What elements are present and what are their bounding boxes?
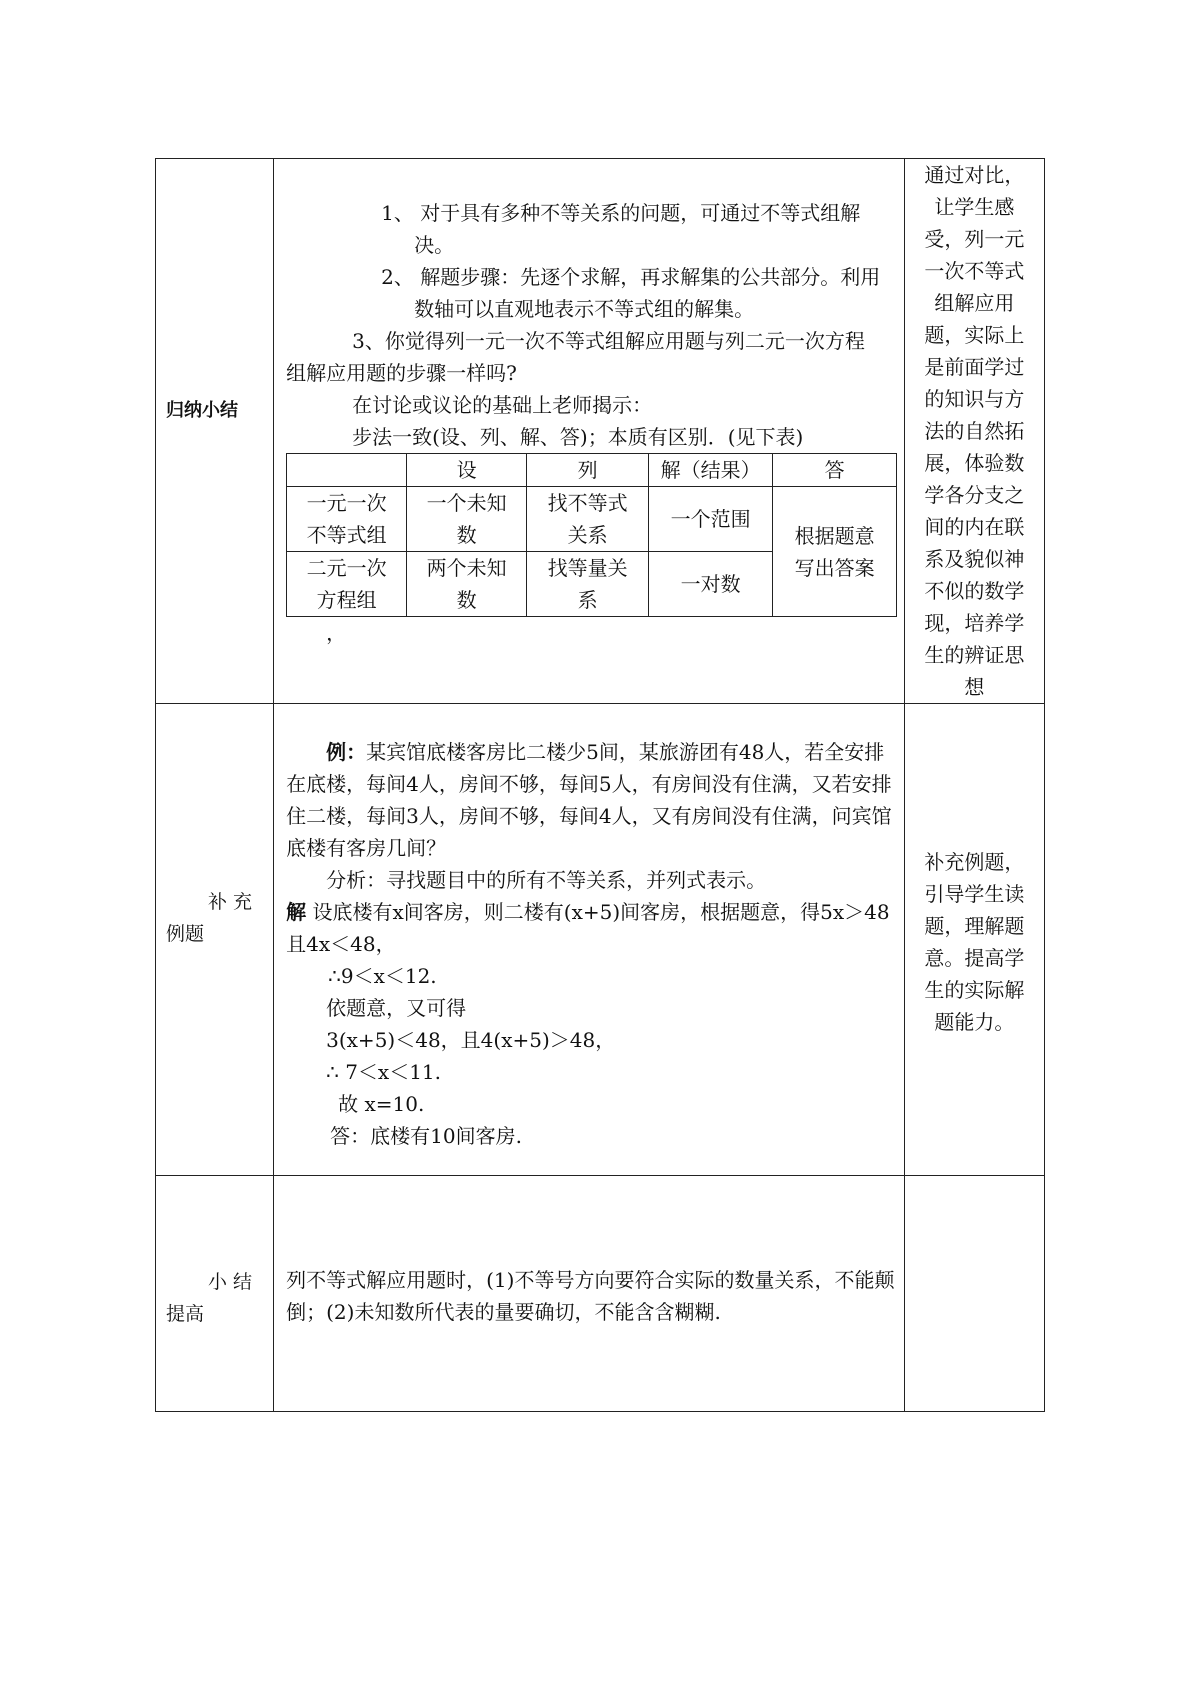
header-list: 列 (527, 454, 649, 487)
step-3: 3(x+5)＜48，且4(x+5)＞48， (326, 1028, 616, 1052)
section-label-example-1: 补 充 (208, 891, 253, 913)
content-cell-example (274, 704, 905, 1176)
solution-prefix: 解 (286, 900, 307, 924)
section-label-summary: 归纳小结 (166, 400, 238, 421)
row-list: 找不等式关系 (527, 487, 649, 552)
point-2-line-1: 2、 解题步骤：先逐个求解，再求解集的公共部分。利用 (381, 265, 881, 289)
section-label-example-2: 例题 (166, 923, 205, 945)
point-1-line-2: 决。 (414, 233, 455, 257)
point-1-line-1: 1、 对于具有多种不等关系的问题，可通过不等式组解 (381, 201, 861, 225)
row-example (156, 704, 1045, 1176)
comparison-row-inequality (287, 487, 897, 552)
step-1: ∴9＜x＜12. (328, 964, 437, 988)
label-cell-example (156, 704, 274, 1176)
final-answer: 答：底楼有10间客房. (330, 1124, 522, 1148)
steps-summary: 步法一致(设、列、解、答)；本质有区别．(见下表) (352, 425, 804, 449)
label-cell-summary (156, 159, 274, 704)
section-label-improve-1: 小 结 (208, 1271, 253, 1293)
comparison-table (286, 453, 897, 617)
step-5: 故 x=10. (338, 1092, 425, 1116)
row-result: 一个范围 (649, 487, 773, 552)
section-label-improve-2: 提高 (166, 1303, 205, 1325)
header-answer: 答 (773, 454, 897, 487)
example-prefix: 例： (326, 740, 367, 764)
solution (286, 896, 896, 960)
side-note-example: 补充例题，引导学生读题，理解题意。提高学生的实际解题能力。 (924, 850, 1025, 1034)
label-cell-improve (156, 1176, 274, 1412)
step-4: ∴ 7＜x＜11. (326, 1060, 442, 1084)
side-cell-example (904, 704, 1044, 1176)
step-2: 依题意，又可得 (326, 996, 467, 1020)
trailing-mark: ， (326, 621, 347, 645)
row-improve (156, 1176, 1045, 1412)
row-type: 二元一次方程组 (287, 552, 407, 617)
content-cell-summary (274, 159, 905, 704)
row-set: 一个未知数 (407, 487, 527, 552)
row-set: 两个未知数 (407, 552, 527, 617)
content-cell-improve (274, 1176, 905, 1412)
lesson-plan-table (155, 158, 1045, 1412)
row-list: 找等量关系 (527, 552, 649, 617)
header-empty (287, 454, 407, 487)
comparison-header-row (287, 454, 897, 487)
answer-cell: 根据题意写出答案 (773, 487, 897, 617)
solution-text: 设底楼有x间客房，则二楼有(x+5)间客房，根据题意，得5x＞48且4x＜48， (286, 900, 890, 956)
point-3-line-2: 组解应用题的步骤一样吗? (286, 361, 517, 385)
point-2-line-2: 数轴可以直观地表示不等式组的解集。 (414, 297, 755, 321)
teacher-reveal: 在讨论或议论的基础上老师揭示： (352, 393, 653, 417)
side-cell-summary (904, 159, 1044, 704)
row-summary (156, 159, 1045, 704)
header-set: 设 (407, 454, 527, 487)
header-solve: 解（结果） (649, 454, 773, 487)
analysis: 分析：寻找题目中的所有不等关系，并列式表示。 (326, 868, 767, 892)
example-problem (286, 736, 896, 864)
improve-text: 列不等式解应用题时，(1)不等号方向要符合实际的数量关系，不能颠倒；(2)未知数所代表的量要确切，不能含含糊糊. (286, 1268, 895, 1324)
row-result: 一对数 (649, 552, 773, 617)
side-note-summary: 通过对比，让学生感受，列一元一次不等式组解应用题，实际上是前面学过的知识与方法的自然拓展，体验数学各分支之间的内在联系及貌似神不似的数学现，培养学生的辨证思想 (924, 163, 1025, 699)
example-text: 某宾馆底楼客房比二楼少5间，某旅游团有48人，若全安排在底楼，每间4人，房间不够，每间5人，有房间没有住满，又若安排住二楼，每间3人，房间不够，每间4人，又有房间没有住满，问宾馆底楼有客房几间？ (286, 740, 892, 860)
side-cell-improve (904, 1176, 1044, 1412)
point-3-line-1: 3、你觉得列一元一次不等式组解应用题与列二元一次方程 (352, 329, 865, 353)
row-type: 一元一次不等式组 (287, 487, 407, 552)
